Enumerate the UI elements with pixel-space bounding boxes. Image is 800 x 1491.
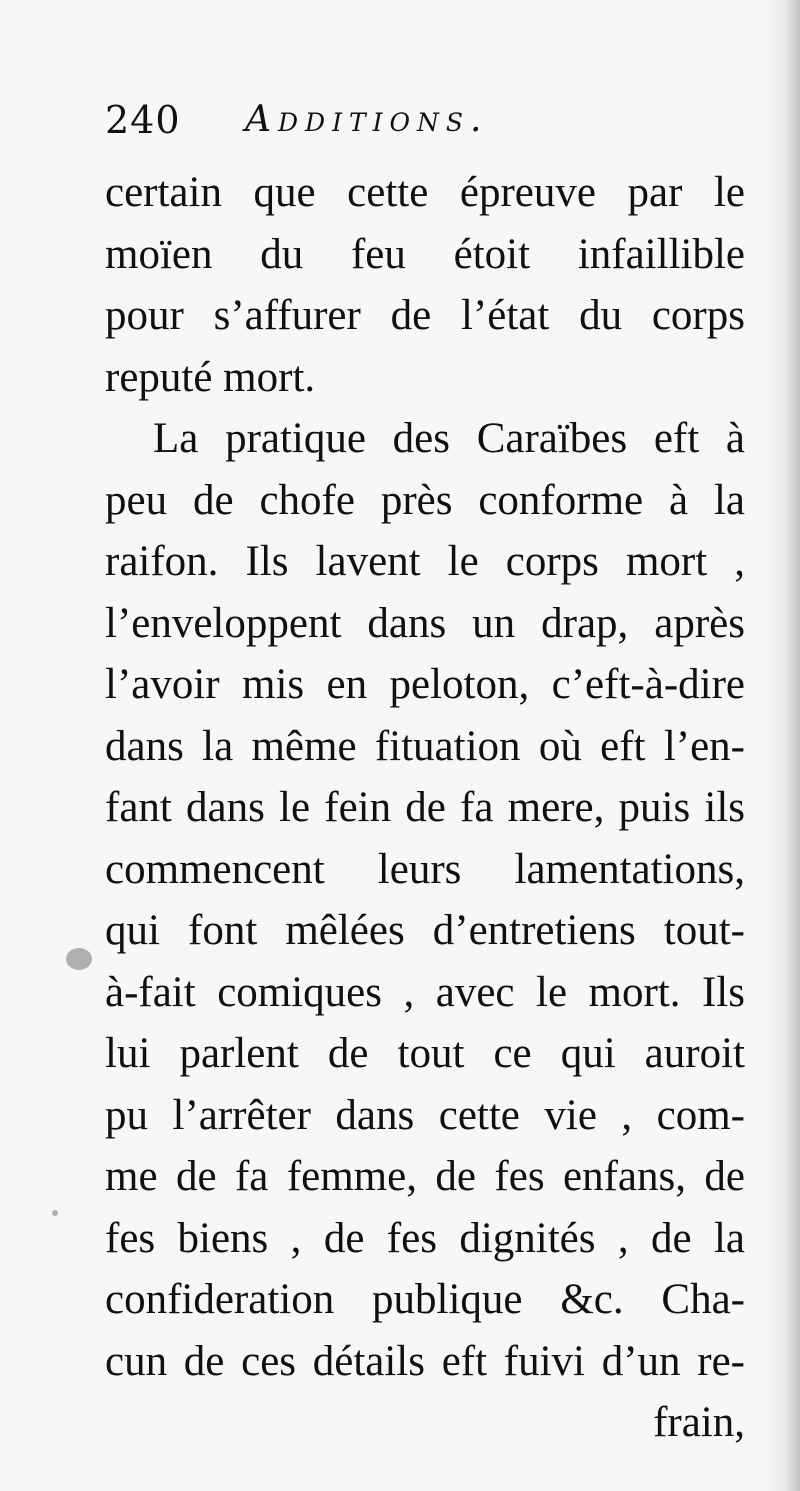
text-line: l’enveloppent dans un drap, après — [105, 599, 745, 647]
text-line: confideration publique &c. Cha- — [105, 1276, 745, 1323]
text-line: La pratique des Caraïbes eft à — [153, 415, 745, 462]
text-line: peu de chofe près conforme à la — [105, 476, 745, 524]
text-line: fes biens , de fes dignités , de la — [105, 1214, 745, 1262]
text-line: qui font mêlées d’entretiens tout- — [105, 907, 745, 954]
text-line: l’avoir mis en peloton, c’eft-à-dire — [105, 661, 745, 708]
text-line: moïen du feu étoit infaillible — [105, 230, 745, 278]
text-line: fant dans le fein de fa mere, puis ils — [105, 784, 745, 831]
text-line: dans la même fituation où eft l’en- — [105, 722, 745, 770]
text-line: pour s’affurer de l’état du corps — [105, 292, 745, 339]
running-title: Additions. — [245, 99, 489, 140]
ink-spot — [52, 1210, 58, 1216]
text-line: cun de ces détails eft fuivi d’un re- — [105, 1337, 745, 1385]
text-line: reputé mort. — [105, 353, 316, 401]
page-header — [105, 92, 725, 152]
page-number: 240 — [105, 98, 181, 142]
text-line: me de fa femme, de fes enfans, de — [105, 1153, 745, 1200]
text-line: commencent leurs lamentations, — [105, 845, 745, 893]
catchword: frain, — [653, 1399, 745, 1446]
text-line: à-fait comiques , avec le mort. Ils — [105, 968, 745, 1016]
page-edge-shadow — [766, 0, 800, 1491]
ink-spot — [66, 948, 92, 970]
text-line: raifon. Ils lavent le corps mort , — [105, 538, 745, 585]
text-line: pu l’arrêter dans cette vie , com- — [105, 1091, 745, 1139]
body-text — [105, 162, 745, 1454]
text-line: certain que cette épreuve par le — [105, 169, 745, 216]
text-line: lui parlent de tout ce qui auroit — [105, 1030, 745, 1077]
